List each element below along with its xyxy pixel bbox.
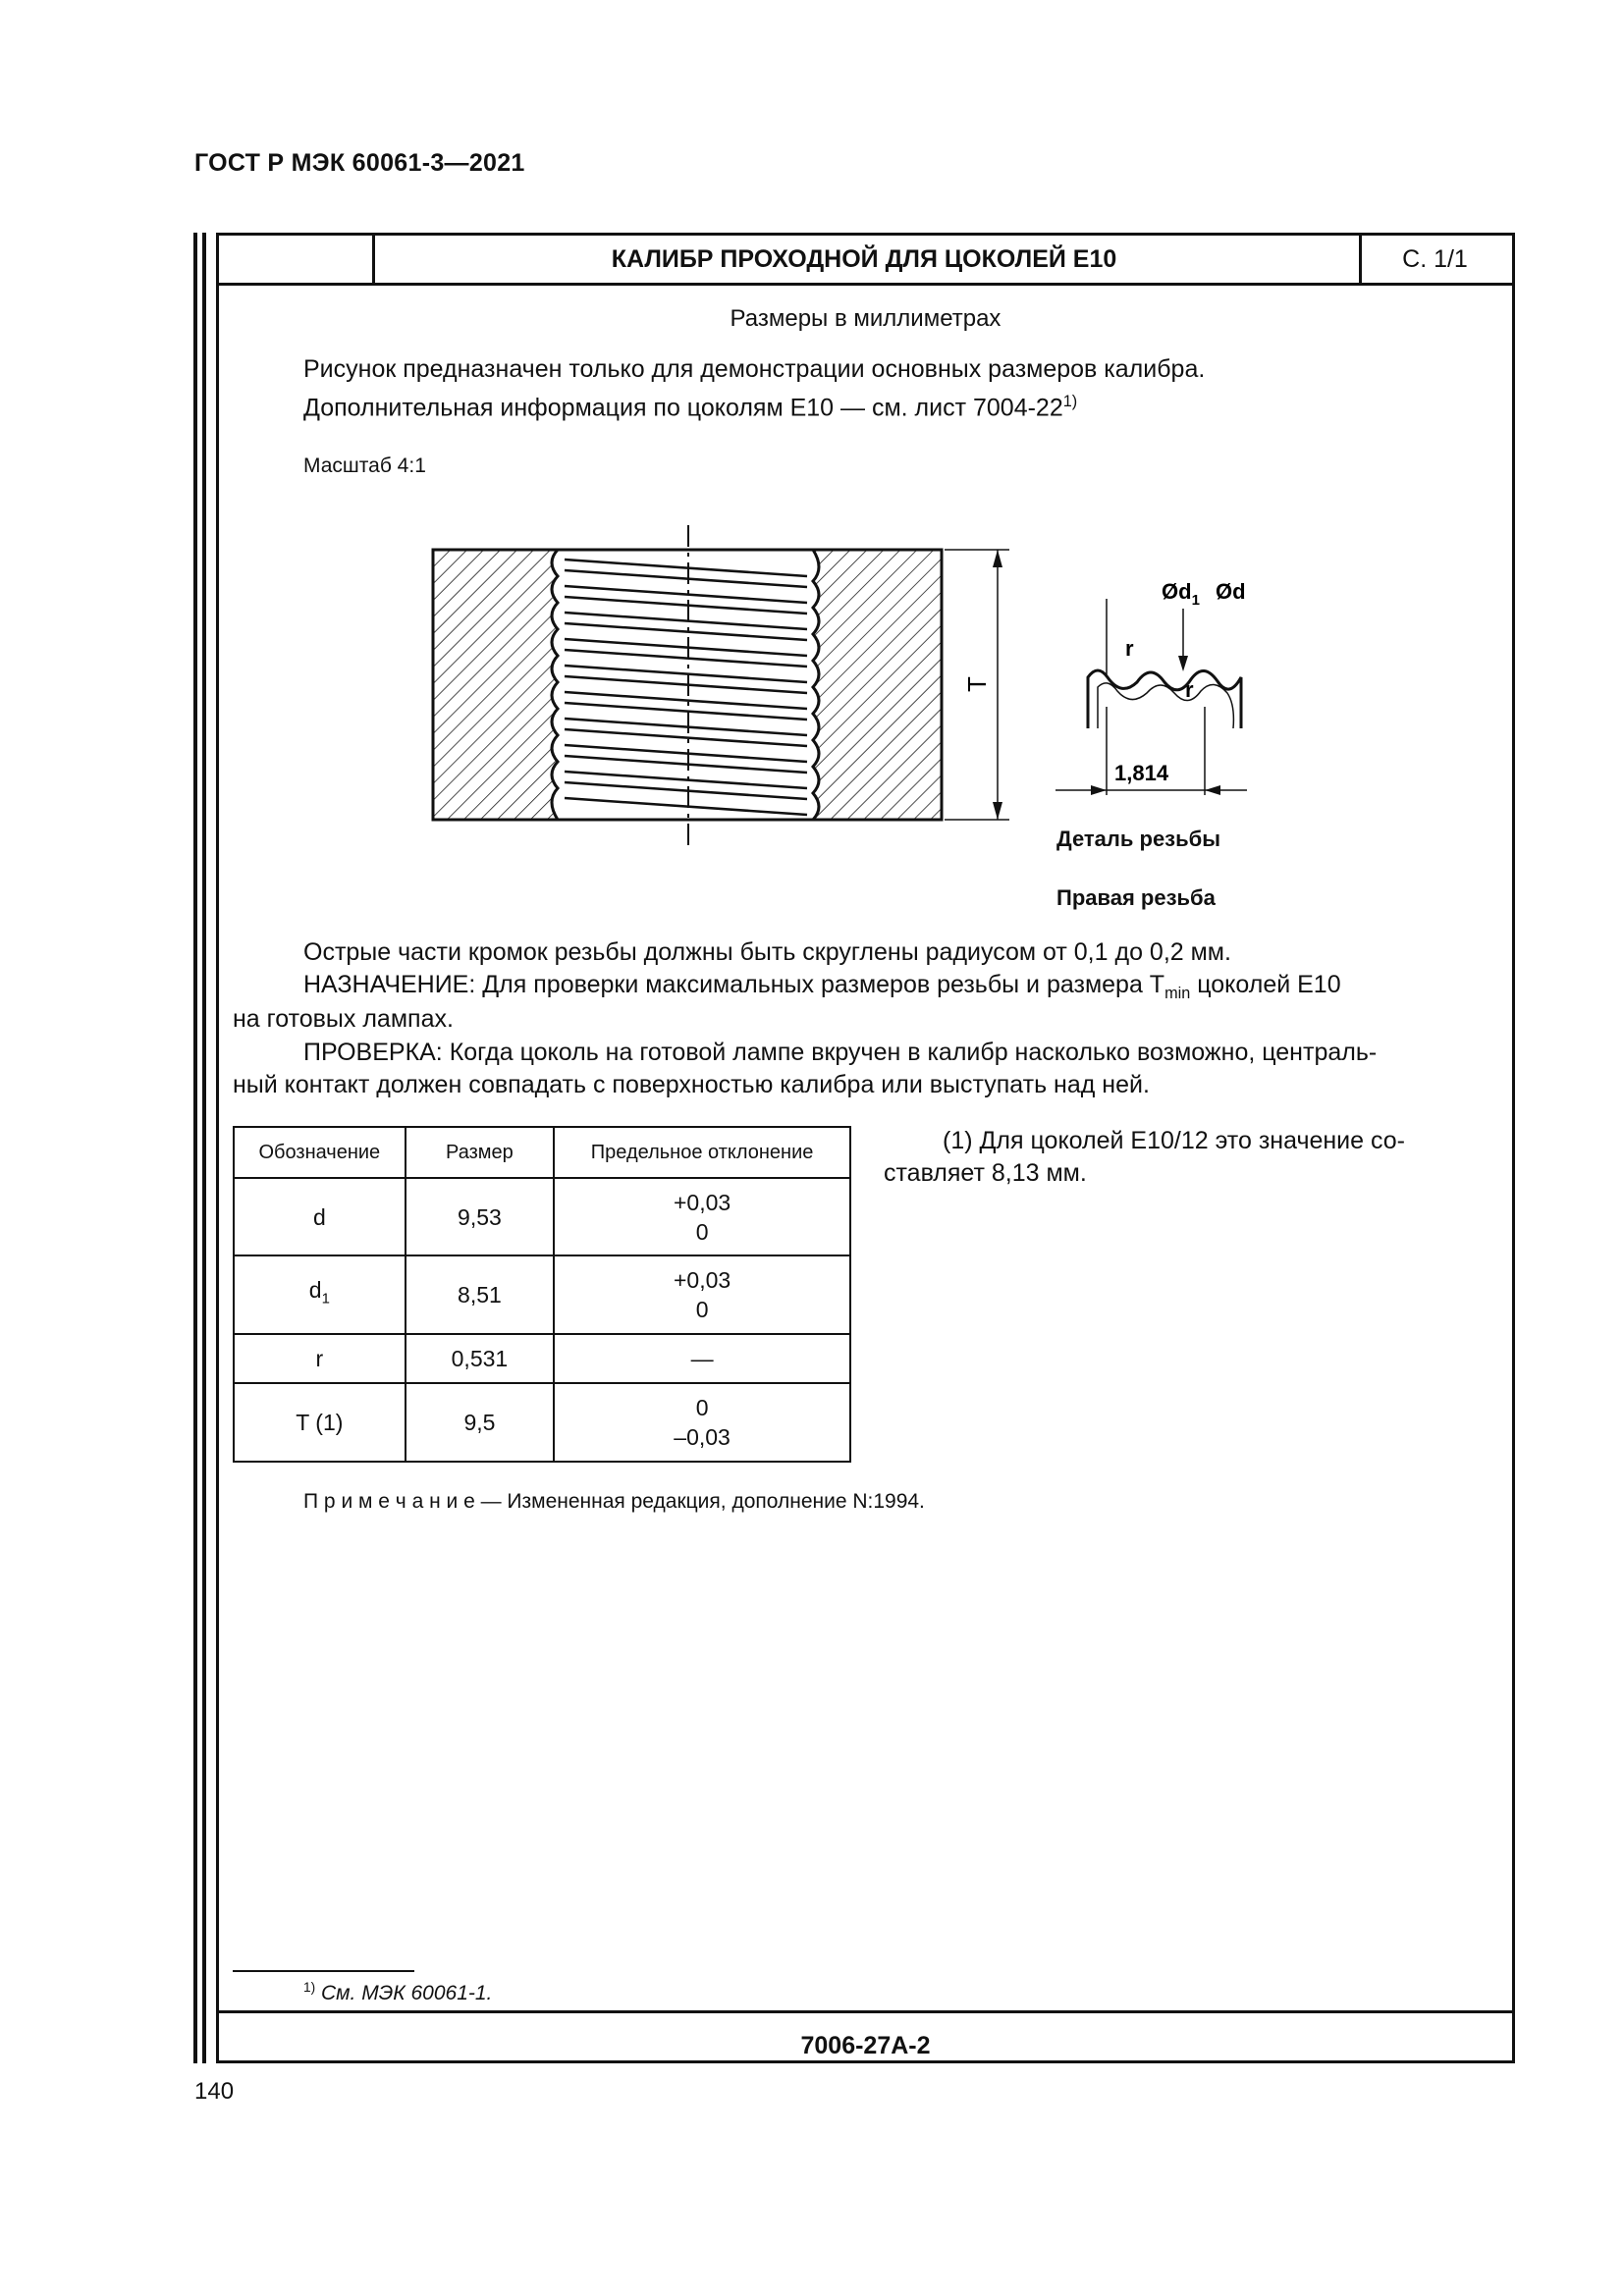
footer-divider [216,2010,1515,2013]
table-row [234,1334,850,1383]
cell-size: 0,531 [406,1334,554,1383]
cell-symbol: T (1) [234,1383,406,1462]
purpose-text: НАЗНАЧЕНИЕ: Для проверки максимальных размеров резьбы и размера $T_{min}$ цоколей Е10 [303,971,1341,1002]
cell-symbol: $d_1$ [234,1255,406,1334]
side-note-line-1: (1) Для цоколей Е10/12 это значение со- [943,1127,1406,1154]
radius-label-bottom: r [1185,677,1194,702]
table-row [234,1255,850,1334]
pitch-arrow-left [1091,785,1107,795]
cell-deviation: +0,03 0 [554,1178,850,1255]
sheet-ref: С. 1/1 [1402,245,1468,273]
diameter-d1-label: $Ød_1$ [1162,579,1200,609]
footnote-text: См. МЭК 60061-1. [320,1982,493,2004]
check-text: ПРОВЕРКА: Когда цоколь на готовой лампе вкручен в калибр насколько возможно, централь- [303,1039,1378,1066]
footnote-ref: 1) [1062,393,1078,410]
footnote-number: 1) [303,1980,316,1995]
cell-size: 8,51 [406,1255,554,1334]
sharp-edges-text: Острые части кромок резьбы должны быть скруглены радиусом от 0,1 до 0,2 мм. [303,938,1231,966]
check-text-cont: ный контакт должен совпадать с поверхностью калибра или выступать над ней. [233,1071,1150,1098]
document-standard: ГОСТ Р МЭК 60061-3—2021 [194,149,525,177]
footnote-separator [233,1970,414,1972]
header-deviation: Предельное отклонение [554,1127,850,1178]
header-size: Размер [406,1127,554,1178]
cell-size: 9,5 [406,1383,554,1462]
cell-deviation: +0,03 0 [554,1255,850,1334]
cell-deviation: 0 –0,03 [554,1383,850,1462]
cell-symbol: d [234,1178,406,1255]
pitch-arrow-right [1205,785,1220,795]
intro-text [303,353,1482,424]
diameter-d-label: Ød [1216,579,1246,604]
table-row [234,1178,850,1255]
intro-line-1: Рисунок предназначен только для демонстрации основных размеров калибра. [303,355,1206,383]
t-label: T [962,676,992,692]
thread-detail-caption: Деталь резьбы [1056,827,1221,851]
intro-line-2: Дополнительная информация по цоколям Е10 — см. лист 7004-22$^{1)}$ [303,393,1078,422]
note [303,1490,925,1514]
purpose-text-cont: на готовых лампах. [233,1005,454,1033]
sheet-title: КАЛИБР ПРОХОДНОЙ ДЛЯ ЦОКОЛЕЙ Е10 [611,245,1117,273]
note-label: П р и м е ч а н и е [303,1490,475,1513]
page-number: 140 [194,2078,235,2105]
gauge-drawing [412,520,1021,854]
thread-detail-drawing [1041,569,1257,805]
scale-label: Масштаб 4:1 [303,454,426,477]
cell-size: 9,53 [406,1178,554,1255]
side-note-line-2: ставляет 8,13 мм. [884,1159,1087,1187]
thread-direction-caption: Правая резьба [1056,885,1216,910]
table-row [234,1383,850,1462]
radius-label-top: r [1125,636,1134,661]
header-symbol: Обозначение [234,1127,406,1178]
note-text: — Измененная редакция, дополнение N:1994. [474,1490,925,1513]
footnote [303,1980,492,2005]
cell-deviation: — [554,1334,850,1383]
pitch-value: 1,814 [1114,761,1169,785]
d1-arrow [1178,656,1188,671]
dimensions-note: Размеры в миллиметрах [730,305,1001,332]
thread-profile-inner [1098,683,1233,728]
table-header-row [234,1127,850,1178]
thread-profile [1088,670,1241,728]
sheet-id: 7006-27A-2 [800,2032,931,2059]
left-margin-bar [193,233,197,2063]
cell-symbol: r [234,1334,406,1383]
dimensions-table [233,1126,851,1463]
header-divider [216,283,1515,286]
t-arrow-bottom [993,802,1002,820]
left-margin-bar [202,233,206,2063]
t-arrow-top [993,550,1002,567]
